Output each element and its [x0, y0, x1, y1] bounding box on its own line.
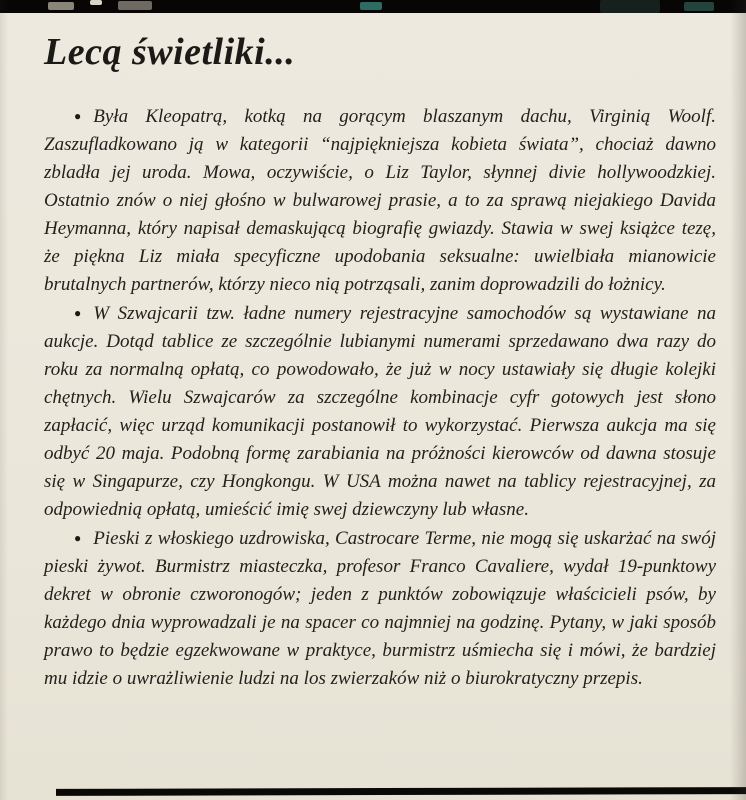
- paragraph-text: W Szwajcarii tzw. ładne numery rejestracyjne samochodów są wystawiane na aukcje. Dotąd tablice ze szczególnie lubianymi numerami sprzedawano dwa razy do roku za normalną opłatą, co powodowało, że już w nocy ustawiały się długie kolejki chętnych. Wielu Szwajcarów za szczególne kombinacje cyfr gotowych jest słono zapłacić, więc urząd komunikacji postanowił to wykorzystać. Pierwsza aukcja ma się odbyć 20 maja. Podobną formę zarabiania na próżności kierowców od dawna stosuje się w Singapurze, czy Hongkongu. W USA można nawet na tablicy rejestracyjnej, za odpowiednią opłatą, umieścić imię swej dziewczyny lub własne.: [44, 303, 716, 520]
- page-title: Lecą świetliki...: [44, 31, 296, 73]
- scan-shadow-left: [0, 0, 8, 800]
- scan-artifact-top: [0, 0, 746, 13]
- scan-shadow-right: [730, 0, 746, 800]
- bullet-icon: ●: [74, 109, 82, 123]
- scan-mark: [360, 2, 382, 10]
- article-body: [44, 102, 716, 693]
- scan-mark: [600, 0, 660, 13]
- scan-mark: [90, 0, 102, 5]
- bullet-icon: ●: [74, 531, 82, 545]
- bullet-icon: ●: [74, 306, 82, 320]
- scan-mark: [118, 1, 152, 10]
- paragraph-text: Pieski z włoskiego uzdrowiska, Castrocare Terme, nie mogą się uskarżać na swój pieski żywot. Burmistrz miasteczka, profesor Franco Cavaliere, wydał 19-punktowy dekret w obronie czworonogów; jeden z punktów zobowiązuje właścicieli psów, by każdego dnia wyprowadzali je na spacer co najmniej na godzinę. Pytany, w jaki sposób prawo to będzie egzekwowane w praktyce, burmistrz uśmiecha się i mówi, że bardziej mu idzie o uwrażliwienie ludzi na los zwierzaków niż o biurokratyczny przepis.: [44, 528, 716, 689]
- paragraph: [44, 299, 716, 524]
- paragraph: [44, 524, 716, 693]
- scan-artifact-bottom: [56, 787, 746, 796]
- scan-mark: [48, 2, 74, 10]
- paragraph-text: Była Kleopatrą, kotką na gorącym blaszanym dachu, Virginią Woolf. Zaszufladkowano ją w kategorii “najpiękniejsza kobieta świata”, chociaż dawno zbladła jej uroda. Mowa, oczywiście, o Liz Taylor, słynnej divie hollywoodzkiej. Ostatnio znów o niej głośno w bulwarowej prasie, a to za sprawą niejakiego Davida Heymanna, który napisał demaskującą biografię gwiazdy. Stawia w swej książce tezę, że piękna Liz miała specyficzne upodobania seksualne: uwielbiała mianowicie brutalnych partnerów, którzy nieco nią potrząsali, zanim doprowadzili do łożnicy.: [44, 106, 716, 295]
- paragraph: [44, 102, 716, 299]
- scan-mark: [684, 2, 714, 11]
